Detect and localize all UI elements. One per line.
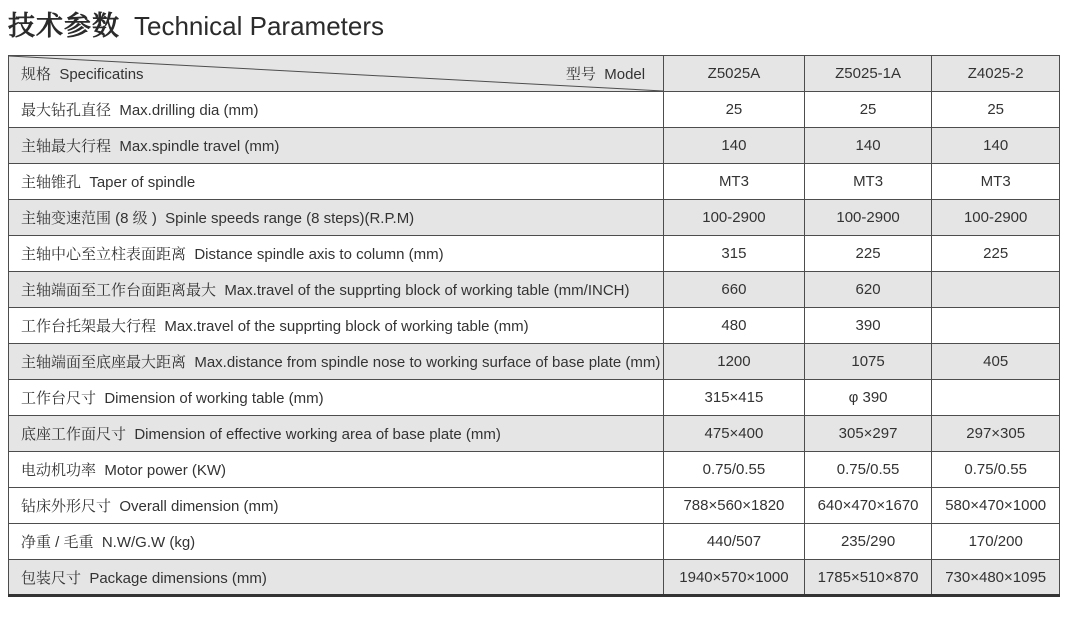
table-row [9,452,1060,488]
model-column-header-2: Z5025-1A [804,56,932,92]
parameter-label: 包装尺寸 Package dimensions (mm) [9,560,664,596]
parameter-value: 225 [804,236,932,272]
parameter-value: 730×480×1095 [932,560,1060,596]
parameter-value: 170/200 [932,524,1060,560]
spec-model-header-cell [9,56,664,92]
page-title-english: Technical Parameters [134,11,384,41]
parameter-label: 主轴变速范围 (8 级 ) Spinle speeds range (8 steps)(R.P.M) [9,200,664,236]
parameter-value: 390 [804,308,932,344]
parameter-value: 475×400 [664,416,805,452]
parameter-value: 405 [932,344,1060,380]
parameter-label: 钻床外形尺寸 Overall dimension (mm) [9,488,664,524]
parameter-value: 25 [664,92,805,128]
table-row [9,92,1060,128]
model-column-header-1: Z5025A [664,56,805,92]
parameter-label: 工作台尺寸 Dimension of working table (mm) [9,380,664,416]
parameter-value: 140 [932,128,1060,164]
model-header-label: 型号 Model [565,66,646,83]
parameter-value: 788×560×1820 [664,488,805,524]
table-row [9,236,1060,272]
parameter-value: 225 [932,236,1060,272]
parameter-value: 0.75/0.55 [664,452,805,488]
parameter-label: 底座工作面尺寸 Dimension of effective working area of base plate (mm) [9,416,664,452]
parameter-label: 主轴端面至工作台面距离最大 Max.travel of the supprting block of working table (mm/INCH) [9,272,664,308]
table-row [9,524,1060,560]
table-row [9,200,1060,236]
parameter-value: MT3 [804,164,932,200]
parameter-value: 440/507 [664,524,805,560]
model-column-header-3: Z4025-2 [932,56,1060,92]
parameter-value: 140 [804,128,932,164]
table-row [9,128,1060,164]
table-row [9,308,1060,344]
parameter-label: 净重 / 毛重 N.W/G.W (kg) [9,524,664,560]
parameter-value [932,380,1060,416]
parameter-label: 主轴锥孔 Taper of spindle [9,164,664,200]
parameter-value: 100-2900 [804,200,932,236]
parameter-value: 1075 [804,344,932,380]
table-body [9,92,1060,596]
parameter-value: 305×297 [804,416,932,452]
table-row [9,272,1060,308]
table-row [9,560,1060,596]
parameter-label: 工作台托架最大行程 Max.travel of the supprting block of working table (mm) [9,308,664,344]
parameter-value: φ 390 [804,380,932,416]
parameter-value: 140 [664,128,805,164]
parameter-value: MT3 [932,164,1060,200]
parameter-label: 主轴端面至底座最大距离 Max.distance from spindle nose to working surface of base plate (mm) [9,344,664,380]
table-row [9,164,1060,200]
page-title-chinese: 技术参数 [8,11,120,41]
table-row [9,380,1060,416]
parameter-value: 480 [664,308,805,344]
parameter-value: 297×305 [932,416,1060,452]
parameter-value: 1200 [664,344,805,380]
parameter-label: 最大钻孔直径 Max.drilling dia (mm) [9,92,664,128]
parameter-value: 315×415 [664,380,805,416]
parameter-value: 100-2900 [932,200,1060,236]
parameter-value: MT3 [664,164,805,200]
table-row [9,416,1060,452]
parameter-value: 620 [804,272,932,308]
parameter-value: 100-2900 [664,200,805,236]
table-row [9,488,1060,524]
spec-header-label: 规格 Specificatins [21,66,144,83]
parameter-value: 0.75/0.55 [804,452,932,488]
parameter-value: 25 [932,92,1060,128]
technical-parameters-table [8,55,1060,597]
parameter-label: 主轴中心至立柱表面距离 Distance spindle axis to column (mm) [9,236,664,272]
parameter-value: 1785×510×870 [804,560,932,596]
parameter-label: 电动机功率 Motor power (KW) [9,452,664,488]
table-row [9,344,1060,380]
parameter-value [932,272,1060,308]
parameter-value: 25 [804,92,932,128]
parameter-value: 0.75/0.55 [932,452,1060,488]
parameter-value [932,308,1060,344]
parameter-value: 640×470×1670 [804,488,932,524]
parameter-value: 580×470×1000 [932,488,1060,524]
parameter-value: 235/290 [804,524,932,560]
parameter-value: 315 [664,236,805,272]
page-title [8,4,384,43]
parameter-label: 主轴最大行程 Max.spindle travel (mm) [9,128,664,164]
header-row [9,56,1060,92]
parameter-value: 1940×570×1000 [664,560,805,596]
parameter-value: 660 [664,272,805,308]
